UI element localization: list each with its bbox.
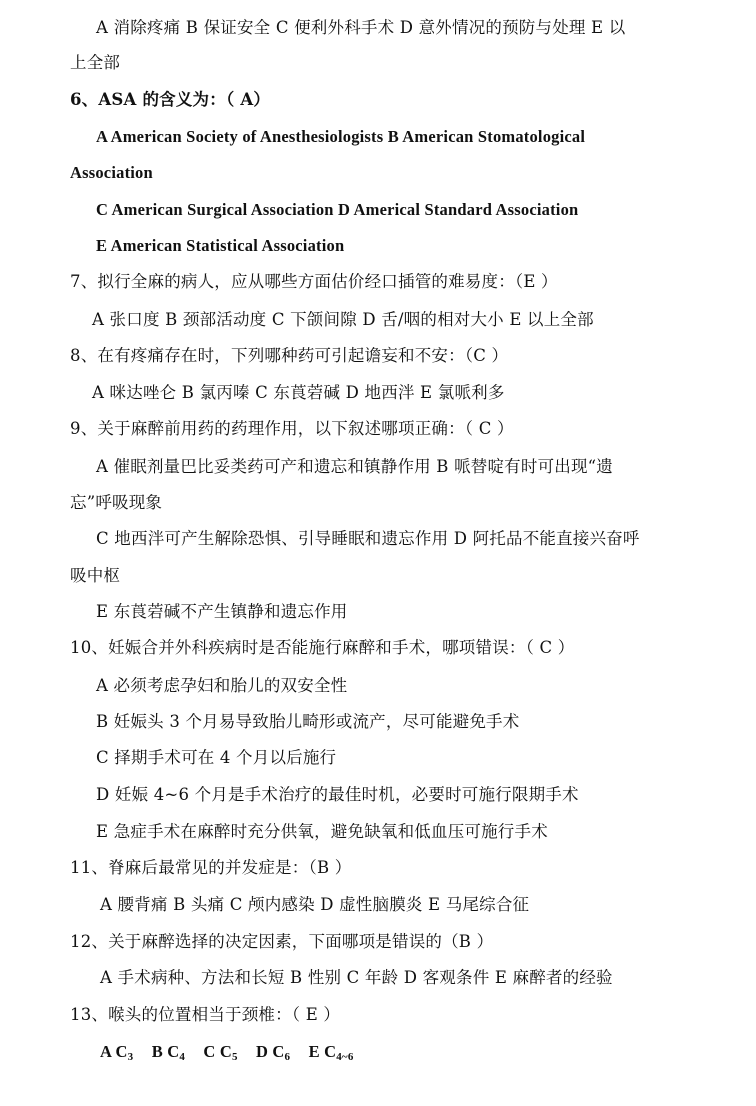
q13-option-a bbox=[100, 1041, 133, 1068]
q13-option-a-sub: 3 bbox=[127, 1051, 134, 1063]
question-8: 8、在有疼痛存在时，下列哪种药可引起谵妄和不安：（C ） bbox=[70, 346, 509, 365]
q6-options-line-3: E American Statistical Association bbox=[96, 236, 345, 255]
q9-option-b-wrap: 忘”呼吸现象 bbox=[70, 493, 163, 512]
q11-options: A 腰背痛 B 头痛 C 颅内感染 D 虚性脑膜炎 E 马尾综合征 bbox=[100, 895, 530, 914]
q13-option-e-sub: 4~6 bbox=[336, 1051, 354, 1063]
q13-option-c bbox=[203, 1041, 237, 1068]
q13-option-a-label: A C bbox=[100, 1042, 128, 1061]
q9-option-a-b: A 催眠剂量巴比妥类药可产和遗忘和镇静作用 B 哌替啶有时可出现“遗 bbox=[96, 457, 614, 476]
question-11: 11、脊麻后最常见的并发症是：（B ） bbox=[70, 858, 352, 877]
question-6: 6、ASA 的含义为：（ A） bbox=[70, 90, 271, 109]
question-9: 9、关于麻醉前用药的药理作用，以下叙述哪项正确：（ C ） bbox=[70, 419, 514, 438]
q6-options-line-1: A American Society of Anesthesiologists B American Stomatological bbox=[96, 127, 586, 146]
q10-option-e: E 急症手术在麻醉时充分供氧，避免缺氧和低血压可施行手术 bbox=[96, 822, 548, 841]
q9-option-c-d: C 地西泮可产生解除恐惧、引导睡眠和遗忘作用 D 阿托品不能直接兴奋呼 bbox=[96, 529, 640, 548]
q13-option-d bbox=[256, 1041, 290, 1068]
q6-options-line-2: C American Surgical Association D Americal Standard Association bbox=[96, 200, 579, 219]
q13-options bbox=[100, 1041, 354, 1068]
question-7: 7、拟行全麻的病人，应从哪些方面估价经口插管的难易度：（E ） bbox=[70, 272, 558, 291]
question-13: 13、喉头的位置相当于颈椎：（ E ） bbox=[70, 1005, 341, 1024]
q10-option-c: C 择期手术可在 4 个月以后施行 bbox=[96, 748, 337, 767]
q8-options: A 咪达唑仑 B 氯丙嗪 C 东莨菪碱 D 地西泮 E 氯哌利多 bbox=[92, 383, 505, 402]
q10-option-d: D 妊娠 4~6 个月是手术治疗的最佳时机，必要时可施行限期手术 bbox=[96, 785, 579, 804]
q13-option-c-sub: 5 bbox=[231, 1051, 238, 1063]
q13-option-e bbox=[309, 1041, 354, 1068]
q13-option-d-label: D C bbox=[255, 1042, 285, 1061]
q9-option-d-wrap: 吸中枢 bbox=[70, 566, 121, 585]
q13-option-c-label: C C bbox=[203, 1042, 232, 1061]
q13-option-d-sub: 6 bbox=[284, 1051, 291, 1063]
question-12: 12、关于麻醉选择的决定因素，下面哪项是错误的（B ） bbox=[70, 932, 494, 951]
q13-option-b-label: B C bbox=[151, 1042, 180, 1061]
q5-options-line: A 消除疼痛 B 保证安全 C 便利外科手术 D 意外情况的预防与处理 E 以 bbox=[96, 18, 626, 37]
q6-options-wrap: Association bbox=[70, 163, 153, 182]
q10-option-a: A 必须考虑孕妇和胎儿的双安全性 bbox=[96, 676, 348, 695]
q9-option-e: E 东莨菪碱不产生镇静和遗忘作用 bbox=[96, 602, 348, 621]
q12-options: A 手术病种、方法和长短 B 性别 C 年龄 D 客观条件 E 麻醉者的经验 bbox=[100, 968, 613, 987]
q7-options: A 张口度 B 颈部活动度 C 下颌间隙 D 舌/咽的相对大小 E 以上全部 bbox=[92, 310, 594, 329]
question-10: 10、妊娠合并外科疾病时是否能施行麻醉和手术，哪项错误：（ C ） bbox=[70, 638, 575, 657]
q10-option-b: B 妊娠头 3 个月易导致胎儿畸形或流产，尽可能避免手术 bbox=[96, 712, 520, 731]
q5-options-wrap: 上全部 bbox=[70, 53, 121, 72]
q13-option-b-sub: 4 bbox=[179, 1051, 186, 1063]
q13-option-b bbox=[152, 1041, 185, 1068]
q13-option-e-label: E C bbox=[308, 1042, 337, 1061]
